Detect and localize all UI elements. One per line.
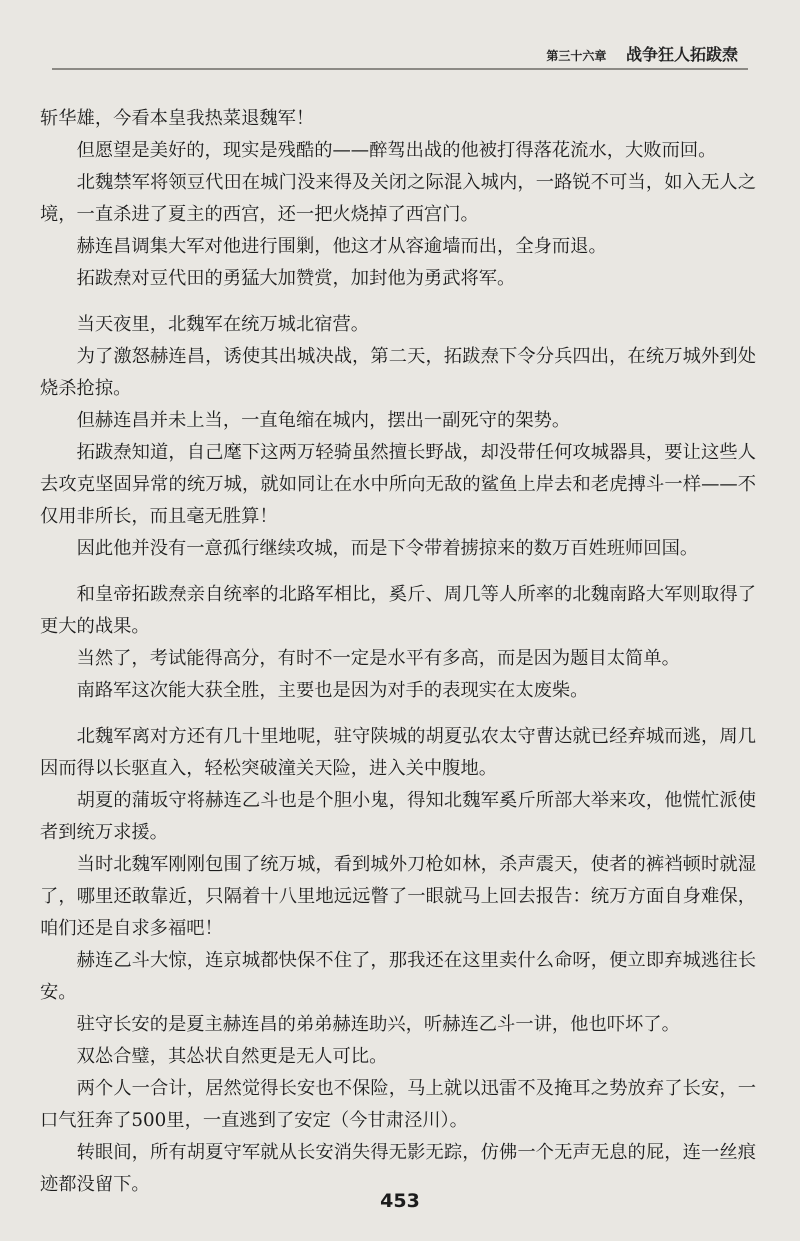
body-text [40, 103, 756, 1201]
paragraph: 胡夏的蒲坂守将赫连乙斗也是个胆小鬼，得知北魏军奚斤所部大举来攻，他慌忙派使者到统万求援。 [40, 790, 756, 843]
paragraph: 为了激怒赫连昌，诱使其出城决战，第二天，拓跋焘下令分兵四出，在统万城外到处烧杀抢掠。 [40, 346, 756, 399]
header-rule [52, 68, 748, 70]
paragraph: 当然了，考试能得高分，有时不一定是水平有多高，而是因为题目太简单。 [76, 648, 680, 669]
paragraph: 两个人一合计，居然觉得长安也不保险，马上就以迅雷不及掩耳之势放弃了长安，一口气狂奔了500里，一直逃到了安定（今甘肃泾川）。 [40, 1078, 756, 1131]
paragraph: 和皇帝拓跋焘亲自统率的北路军相比，奚斤、周几等人所率的北魏南路大军则取得了更大的战果。 [40, 584, 756, 637]
paragraph: 赫连昌调集大军对他进行围剿，他这才从容逾墙而出，全身而退。 [76, 236, 607, 257]
paragraph: 拓跋焘对豆代田的勇猛大加赞赏，加封他为勇武将军。 [76, 268, 516, 289]
paragraph: 南路军这次能大获全胜，主要也是因为对手的表现实在太废柴。 [76, 680, 589, 701]
paragraph: 转眼间，所有胡夏守军就从长安消失得无影无踪，仿佛一个无声无息的屁，连一丝痕迹都没留下。 [40, 1142, 756, 1195]
paragraph: 当天夜里，北魏军在统万城北宿营。 [76, 314, 370, 335]
chapter-title: 战争狂人拓跋焘 [625, 45, 738, 64]
paragraph: 但愿望是美好的，现实是残酷的——醉驾出战的他被打得落花流水，大败而回。 [76, 140, 717, 161]
paragraph: 但赫连昌并未上当，一直龟缩在城内，摆出一副死守的架势。 [76, 410, 571, 431]
paragraph: 斩华雄，今看本皇我热菜退魏军！ [40, 108, 315, 129]
paragraph: 北魏军离对方还有几十里地呢，驻守陕城的胡夏弘农太守曹达就已经弃城而逃，周几因而得以长驱直入，轻松突破潼关天险，进入关中腹地。 [40, 726, 756, 779]
paragraph: 当时北魏军刚刚包围了统万城，看到城外刀枪如林，杀声震天，使者的裤裆顿时就湿了，哪里还敢靠近，只隔着十八里地远远瞥了一眼就马上回去报告：统万方面自身难保，咱们还是自求多福吧！ [40, 854, 756, 939]
paragraph: 拓跋焘知道，自己麾下这两万轻骑虽然擅长野战，却没带任何攻城器具，要让这些人去攻克坚固异常的统万城，就如同让在水中所向无敌的鲨鱼上岸去和老虎搏斗一样——不仅用非所长，而且毫无胜算！ [40, 442, 756, 527]
paragraph: 驻守长安的是夏主赫连昌的弟弟赫连助兴，听赫连乙斗一讲，他也吓坏了。 [76, 1014, 680, 1035]
page-number: 453 [380, 1190, 420, 1212]
running-header [546, 42, 738, 65]
paragraph: 双怂合璧，其怂状自然更是无人可比。 [76, 1046, 388, 1067]
paragraph: 北魏禁军将领豆代田在城门没来得及关闭之际混入城内，一路锐不可当，如入无人之境，一直杀进了夏主的西宫，还一把火烧掉了西宫门。 [40, 172, 756, 225]
paragraph: 赫连乙斗大惊，连京城都快保不住了，那我还在这里卖什么命呀，便立即弃城逃往长安。 [40, 950, 756, 1003]
chapter-number: 第三十六章 [546, 49, 607, 63]
paragraph: 因此他并没有一意孤行继续攻城，而是下令带着掳掠来的数万百姓班师回国。 [76, 538, 699, 559]
